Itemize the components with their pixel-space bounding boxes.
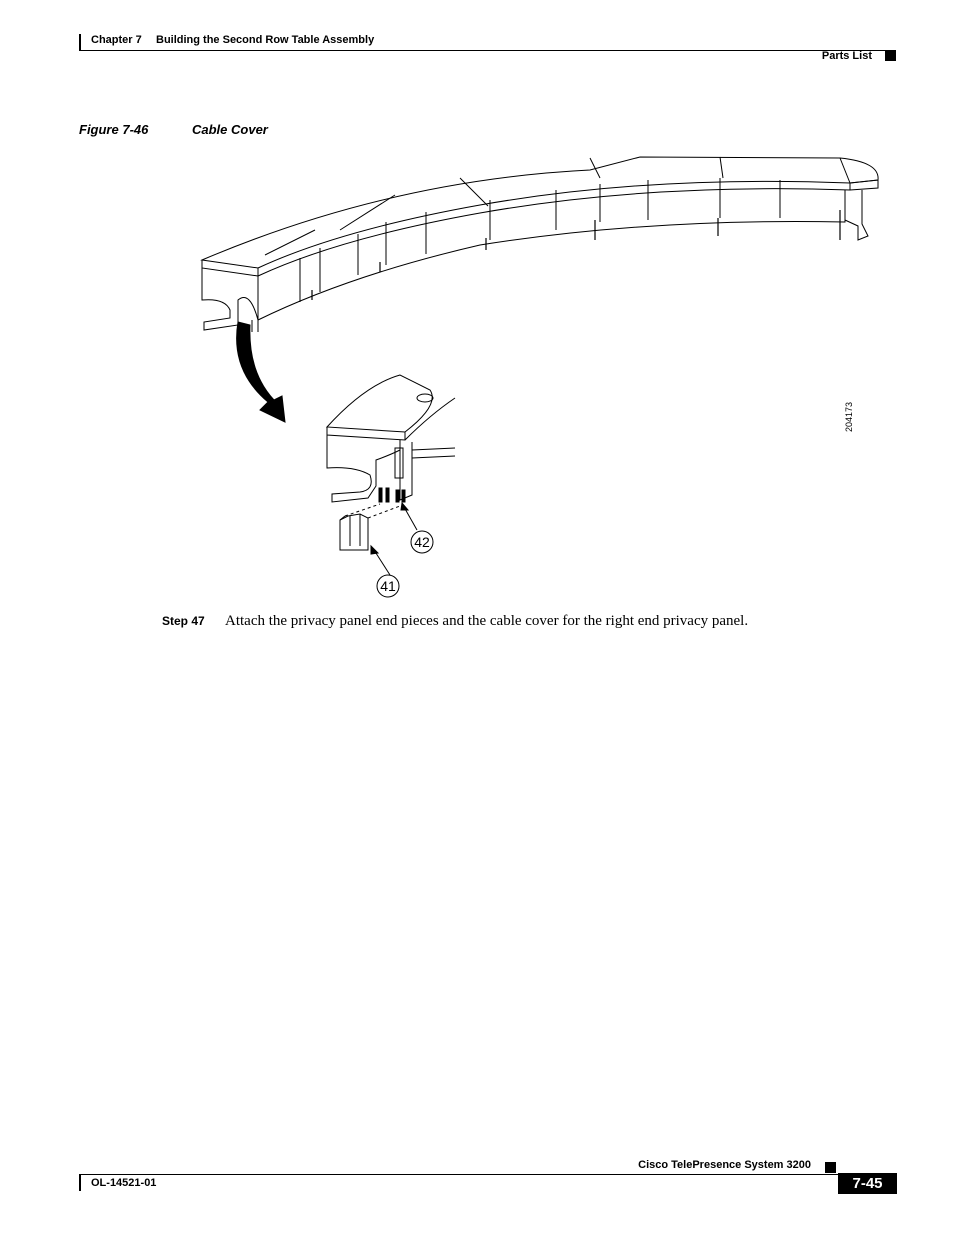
callout-42-label: 42 (414, 534, 430, 550)
callout-41-leader (374, 550, 390, 575)
cable-cover-illustration (190, 150, 890, 605)
detail-arrow (237, 322, 285, 422)
footer-product: Cisco TelePresence System 3200 (638, 1159, 811, 1171)
footer-doc-id: OL-14521-01 (91, 1177, 157, 1189)
figure-title: Cable Cover (192, 122, 268, 137)
callout-41-arrowhead (371, 546, 378, 554)
callout-42-arrowhead (401, 503, 408, 510)
left-end-piece (202, 268, 258, 332)
header-rule-vertical (79, 34, 81, 51)
header-marker-square (885, 50, 896, 61)
figure-art-id: 204173 (844, 401, 854, 432)
footer-page-number: 7-45 (838, 1173, 897, 1194)
callout-41-label: 41 (380, 578, 396, 594)
header-rule (80, 50, 893, 51)
table-top (202, 157, 878, 276)
detail-view (327, 375, 455, 502)
cable-cover-piece (340, 504, 400, 550)
footer-rule (80, 1174, 893, 1175)
figure-number: Figure 7-46 (79, 122, 149, 137)
header-chapter: Chapter 7 (91, 34, 142, 46)
privacy-panels (258, 178, 845, 320)
footer-rule-vertical (79, 1174, 81, 1191)
step-label: Step 47 (162, 614, 205, 628)
footer-marker-square (825, 1162, 836, 1173)
header-chapter-title: Building the Second Row Table Assembly (156, 34, 375, 46)
step-text: Attach the privacy panel end pieces and the cable cover for the right end privacy panel. (225, 613, 749, 629)
header-section: Parts List (821, 50, 872, 62)
right-end-piece (845, 190, 868, 240)
